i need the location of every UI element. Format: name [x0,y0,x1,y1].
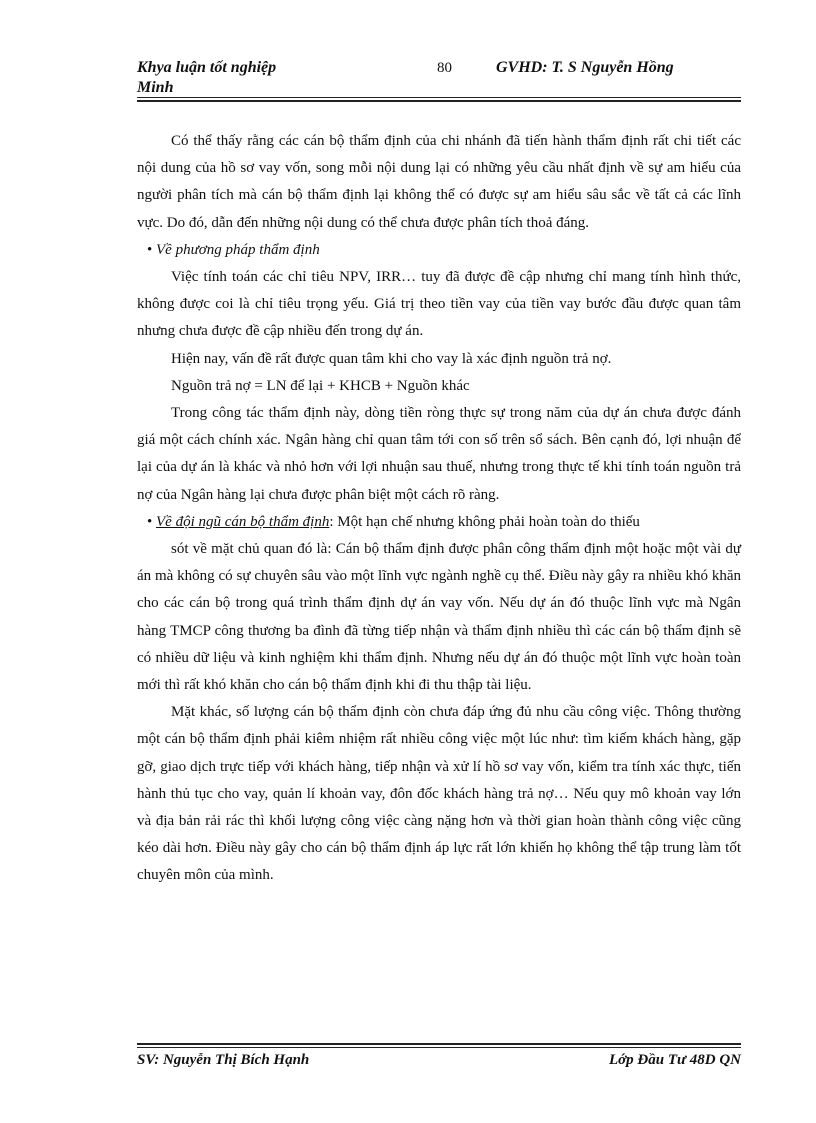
footer-student-name: SV: Nguyễn Thị Bích Hạnh [137,1052,310,1068]
bullet-title: Về phương pháp thẩm định [156,241,320,258]
formula-line: Nguồn trả nợ = LN để lại + KHCB + Nguồn khác [171,377,470,394]
header-page-number: 80 [437,60,452,76]
bullet-heading-method [137,237,741,264]
paragraph: Có thể thấy rằng các cán bộ thẩm định của chi nhánh đã tiến hành thẩm định rất chi tiết các nội dung của hồ sơ vay vốn, song mỗi nội dung lại có những yêu cầu nhất định về sự am hiểu của người phân tích mà cán bộ thẩm định lại không thể có được sự am hiểu sâu sắc về tất cả các lĩnh vực. Do đó, dẫn đến những nội dung có thể chưa được phân tích thoả đáng. [137,133,741,231]
paragraph: sót về mặt chủ quan đó là: Cán bộ thẩm định được phân công thẩm định một hoặc một vài dự án mà không có sự chuyên sâu vào một lĩnh vực ngành nghề cụ thể. Điều này gây ra nhiều khó khăn cho các cán bộ trong quá trình thẩm định dự án vay vốn. Nếu dự án đó thuộc lĩnh vực mà Ngân hàng TMCP công thương ba đình đã từng tiếp nhận và thẩm định nhiều thì các cán bộ thẩm định sẽ có nhiều dữ liệu và kinh nghiệm khi thẩm định. Nhưng nếu dự án đó thuộc một lĩnh vực hoàn toàn mới thì rất khó khăn cho cán bộ thẩm định khi đi thu thập tài liệu. [137,541,741,694]
bullet-symbol: • [147,241,153,258]
paragraph: Trong công tác thẩm định này, dòng tiền ròng thực sự trong năm của dự án chưa được đánh giá một cách chính xác. Ngân hàng chỉ quan tâm tới con số trên sổ sách. Bên cạnh đó, lợi nhuận để lại của dự án là khác và nhỏ hơn với lợi nhuận sau thuế, nhưng trong thực tế khi tính toán nguồn trả nợ của Ngân hàng lại chưa được phân biệt một cách rõ ràng. [137,405,741,503]
paragraph: Việc tính toán các chỉ tiêu NPV, IRR… tuy đã được đề cập nhưng chỉ mang tính hình thức, không được coi là chỉ tiêu trọng yếu. Giá trị theo tiền vay của tiền vay bước đầu được quan tâm nhưng chưa được đề cập nhiều đến trong dự án. [137,269,741,340]
header-thesis-title-continued: Minh [137,79,174,96]
bullet-heading-staff [137,509,741,536]
page-body [137,128,741,890]
paragraph: Mặt khác, số lượng cán bộ thẩm định còn chưa đáp ứng đủ nhu cầu công việc. Thông thường một cán bộ thẩm định phải kiêm nhiệm rất nhiều công việc một lúc như: tìm kiếm khách hàng, gặp gỡ, giao dịch trực tiếp với khách hàng, tiếp nhận và xử lí hồ sơ vay vốn, kiểm tra tính xác thực, tiến hành thủ tục cho vay, quản lí khoản vay, đôn đốc khách hàng trả nợ… Nếu quy mô khoản vay lớn và địa bản rải rác thì khối lượng công việc càng nặng hơn và thời gian hoàn thành công việc cũng kéo dài hơn. Điều này gây cho cán bộ thẩm định áp lực rất lớn khiến họ không thể tập trung làm tốt chuyên môn của mình. [137,704,741,884]
page-footer [137,1049,741,1071]
footer-class-name: Lớp Đầu Tư 48D QN [608,1052,741,1068]
header-thesis-title: Khya luận tốt nghiệp [137,59,277,76]
bullet-title: Về đội ngũ cán bộ thẩm định [156,513,330,530]
header-double-rule [137,97,741,102]
bullet-symbol: • [147,513,153,530]
header-supervisor: GVHD: T. S Nguyễn Hồng [496,59,674,76]
paragraph: Hiện nay, vấn đề rất được quan tâm khi cho vay là xác định nguồn trả nợ. [171,350,612,367]
footer-double-rule [137,1043,741,1048]
bullet-text: : Một hạn chế nhưng không phải hoàn toàn do thiếu [329,513,640,530]
page-header [137,58,742,98]
